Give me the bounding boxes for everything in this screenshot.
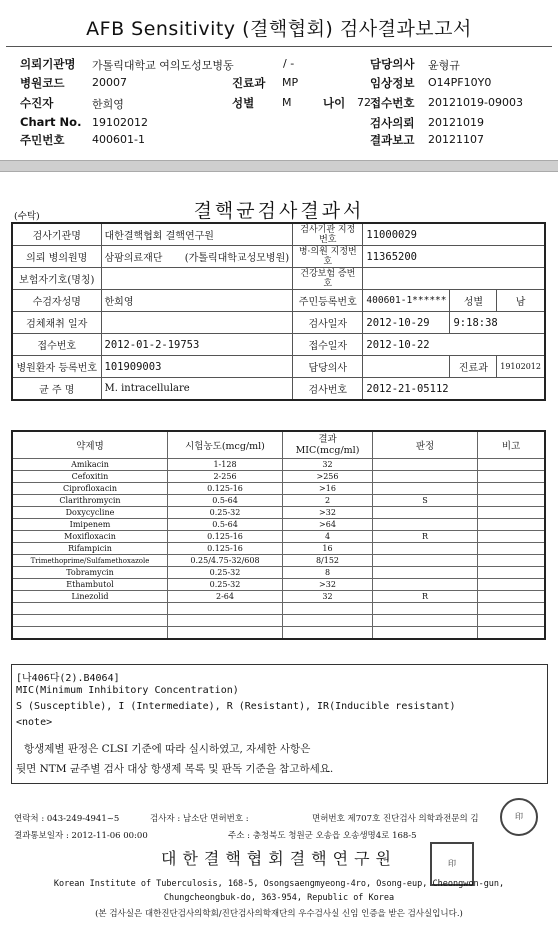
interpretation: [373, 519, 478, 531]
interpretation: [373, 603, 478, 615]
drug-name: Cefoxitin: [12, 471, 168, 483]
interpretation: S: [373, 495, 478, 507]
attending-doctor: 윤형규: [428, 59, 460, 72]
column-header: 시험농도(mcg/ml): [168, 431, 283, 459]
hospital-patient-no: 101909003: [101, 356, 293, 378]
cell-label: 검사기관명: [12, 223, 101, 246]
table-row: [12, 555, 545, 567]
table-row: [12, 579, 545, 591]
patient-info-table: [11, 222, 546, 401]
institute-code: 11000029: [363, 223, 545, 246]
department-value: 19102012: [497, 356, 545, 378]
accreditation-note: (본 검사실은 대한진단검사의학회/진단검사의학재단의 우수검사실 신임 인증을 받은 검사실입니다.): [95, 909, 463, 919]
remark: [478, 531, 546, 543]
drug-name: [12, 603, 168, 615]
remark: [478, 627, 546, 640]
cell-label: 검사일자: [293, 312, 363, 334]
test-range: 0.5-64: [168, 519, 283, 531]
field-label: 진료과: [232, 76, 266, 90]
cell-label: 담당의사: [293, 356, 363, 378]
sex: 남: [497, 290, 545, 312]
cell-label: 검사기관 지정번호: [293, 223, 363, 246]
field-label: 임상정보: [370, 76, 415, 90]
table-row: [12, 627, 545, 640]
note-text: 뒷면 NTM 균주별 검사 대상 항생제 목록 및 판독 기준을 참고하세요.: [16, 763, 334, 775]
mic-result: 2: [283, 495, 373, 507]
institute-name: 대한결핵협회 결핵연구원: [101, 223, 293, 246]
cell-label: 접수번호: [12, 334, 101, 356]
test-range: [168, 627, 283, 640]
drug-susceptibility-table: [11, 430, 546, 640]
test-range: 0.125-16: [168, 543, 283, 555]
mic-result: [283, 615, 373, 627]
hospital-code: 11365200: [363, 246, 545, 268]
remark: [478, 603, 546, 615]
hospital-code: 20007: [92, 76, 127, 89]
table-row: [12, 603, 545, 615]
remark: [478, 591, 546, 603]
table-row: [12, 483, 545, 495]
column-header: 약제명: [12, 431, 168, 459]
cell-label: 검사번호: [293, 378, 363, 401]
test-range: [168, 603, 283, 615]
mic-result: >32: [283, 579, 373, 591]
remark: [478, 615, 546, 627]
test-range: 0.25-32: [168, 507, 283, 519]
english-address: Chungcheongbuk-do, 363-954, Republic of Korea: [163, 893, 395, 903]
drug-name: Moxifloxacin: [12, 531, 168, 543]
field-label: 결과보고: [370, 133, 415, 147]
table-row: [12, 495, 545, 507]
result-report-date: 결과통보일자 : 2012-11-06 00:00: [14, 831, 148, 841]
drug-name: Doxycycline: [12, 507, 168, 519]
remark: [478, 579, 546, 591]
interpretation: [373, 615, 478, 627]
drug-name: Imipenem: [12, 519, 168, 531]
note-legend: S (Susceptible), I (Intermediate), R (Resistant), IR(Inducible resistant): [16, 701, 456, 712]
requesting-hospital: 가톨릭대학교 여의도성모병동: [92, 59, 234, 72]
test-range: 0.25-32: [168, 579, 283, 591]
mic-result: >16: [283, 483, 373, 495]
note-mic: MIC(Minimum Inhibitory Concentration): [16, 685, 239, 696]
interpretation: [373, 579, 478, 591]
interpretation: [373, 507, 478, 519]
interpretation: [373, 471, 478, 483]
note-code: [나406다(2).B4064]: [16, 673, 120, 684]
separator-band: [0, 160, 558, 172]
field-label: 나이: [323, 96, 346, 110]
request-date: 20121019: [428, 116, 484, 129]
field-label: 성별: [232, 96, 255, 110]
drug-name: Tobramycin: [12, 567, 168, 579]
cell-label: 검체채취 일자: [12, 312, 101, 334]
cell-label: 접수일자: [293, 334, 363, 356]
insurance-value: [363, 268, 545, 290]
mic-result: [283, 603, 373, 615]
cell-label: 진료과: [450, 356, 497, 378]
field-label: 병원코드: [20, 76, 65, 90]
chart-no: 19102012: [92, 116, 148, 129]
test-no: 2012-21-05112: [363, 378, 545, 401]
mic-result: 32: [283, 591, 373, 603]
circle-seal-stamp: 印: [500, 798, 538, 836]
table-row: [12, 567, 545, 579]
field-label: 접수번호: [370, 96, 415, 110]
interpretation: [373, 567, 478, 579]
cell-label: 균 주 명: [12, 378, 101, 401]
drug-name: Rifampicin: [12, 543, 168, 555]
mic-result: [283, 627, 373, 640]
remark: [478, 567, 546, 579]
interpretation: [373, 627, 478, 640]
field-label: Chart No.: [20, 115, 82, 129]
note-box: [11, 664, 548, 784]
address: 주소 : 충청북도 청원군 오송읍 오송생명4로 168-5: [228, 831, 417, 841]
mic-result: 8/152: [283, 555, 373, 567]
remark: [478, 483, 546, 495]
report-header-title: AFB Sensitivity (결핵협회) 검사결과보고서: [86, 18, 472, 40]
reception-no: 20121019-09003: [428, 96, 523, 109]
test-time: 9:18:38: [450, 312, 545, 334]
test-range: 0.25/4.75-32/608: [168, 555, 283, 567]
cell-label: 수검자성명: [12, 290, 101, 312]
institute-name: 대한결핵협회결핵연구원: [160, 849, 398, 868]
interpretation: [373, 555, 478, 567]
field-label: 담당의사: [370, 57, 415, 71]
remark: [478, 519, 546, 531]
clinical-info: O14PF10Y0: [428, 76, 492, 89]
drug-name: [12, 627, 168, 640]
requesting-hospital-extra: / -: [283, 57, 295, 70]
cell-label: 주민등록번호: [293, 290, 363, 312]
test-range: 0.125-16: [168, 531, 283, 543]
cell-label: 병·의원 지정번호: [293, 246, 363, 268]
column-header: 판정: [373, 431, 478, 459]
test-range: 0.125-16: [168, 483, 283, 495]
test-range: 2-64: [168, 591, 283, 603]
square-seal-stamp: 印: [430, 842, 474, 886]
drug-name: Clarithromycin: [12, 495, 168, 507]
table-row: [12, 543, 545, 555]
mic-result: 16: [283, 543, 373, 555]
cell-label: 성별: [450, 290, 497, 312]
cell-label: 건강보험 증번호: [293, 268, 363, 290]
contact-phone: 연락처 : 043-249-4941~5: [14, 814, 120, 824]
test-date: 2012-10-29: [363, 312, 450, 334]
test-range: 0.25-32: [168, 567, 283, 579]
table-row: [12, 531, 545, 543]
interpretation: [373, 483, 478, 495]
test-range: 2-256: [168, 471, 283, 483]
interpretation: [373, 459, 478, 471]
mic-result: 8: [283, 567, 373, 579]
cell-label: 병원환자 등록번호: [12, 356, 101, 378]
divider: [6, 46, 552, 47]
drug-name: Trimethoprime/Sulfamethoxazole: [12, 555, 168, 567]
remark: [478, 459, 546, 471]
remark: [478, 507, 546, 519]
table-row: [12, 519, 545, 531]
insurer-value: [101, 268, 293, 290]
field-label: 의뢰기관명: [20, 57, 76, 71]
table-row: [12, 591, 545, 603]
collect-date: [101, 312, 293, 334]
table-row: [12, 471, 545, 483]
column-header: 비고: [478, 431, 546, 459]
resident-no: 400601-1: [92, 133, 145, 146]
note-tag: <note>: [16, 717, 53, 728]
test-range: 1-128: [168, 459, 283, 471]
report-title: 결핵균검사결과서: [193, 200, 365, 222]
department: MP: [282, 76, 299, 89]
requesting-hospital-cell: 삼팜의료재단 (가톨릭대학교성모병원): [101, 246, 293, 268]
reception-date: 2012-10-22: [363, 334, 545, 356]
resident-no: 400601-1******: [363, 290, 450, 312]
sex: M: [282, 96, 292, 109]
note-text: 항생제별 판정은 CLSI 기준에 따라 실시하였고, 자세한 사항은: [24, 743, 311, 755]
strain-name: M. intracellulare: [101, 378, 293, 401]
drug-name: [12, 615, 168, 627]
remark: [478, 543, 546, 555]
column-header: 결과 MIC(mcg/ml): [283, 431, 373, 459]
table-row: [12, 459, 545, 471]
license-info: 면허번호 제707호 진단검사 의학과전문의 김: [312, 814, 479, 824]
cell-label: 보험자기호(명칭): [12, 268, 101, 290]
interpretation: [373, 543, 478, 555]
field-label: 검사의뢰: [370, 116, 415, 130]
mic-result: >32: [283, 507, 373, 519]
report-date: 20121107: [428, 133, 484, 146]
test-range: [168, 615, 283, 627]
mic-result: 4: [283, 531, 373, 543]
test-range: 0.5-64: [168, 495, 283, 507]
doctor-value: [363, 356, 450, 378]
interpretation: R: [373, 531, 478, 543]
patient-name: 한희영: [92, 98, 124, 111]
remark: [478, 495, 546, 507]
drug-name: Amikacin: [12, 459, 168, 471]
consignment-tag: (수탁): [14, 211, 40, 222]
drug-name: Ethambutol: [12, 579, 168, 591]
tester: 검사자 : 남소단 면허번호 :: [150, 814, 249, 824]
mic-result: 32: [283, 459, 373, 471]
english-address: Korean Institute of Tuberculosis, 168-5, Osongsaengmyeong-4ro, Osong-eup, Cheongwon-gun,: [53, 879, 505, 889]
reception-no: 2012-01-2-19753: [101, 334, 293, 356]
remark: [478, 471, 546, 483]
drug-name: Linezolid: [12, 591, 168, 603]
cell-label: 의뢰 병의원명: [12, 246, 101, 268]
remark: [478, 555, 546, 567]
field-label: 주민번호: [20, 133, 65, 147]
field-label: 수진자: [20, 96, 54, 110]
patient-name: 한희영: [101, 290, 293, 312]
interpretation: R: [373, 591, 478, 603]
mic-result: >256: [283, 471, 373, 483]
drug-name: Ciprofloxacin: [12, 483, 168, 495]
table-row: [12, 615, 545, 627]
drug-table-body: [12, 459, 545, 640]
age: 72: [357, 96, 371, 109]
mic-result: >64: [283, 519, 373, 531]
table-row: [12, 507, 545, 519]
